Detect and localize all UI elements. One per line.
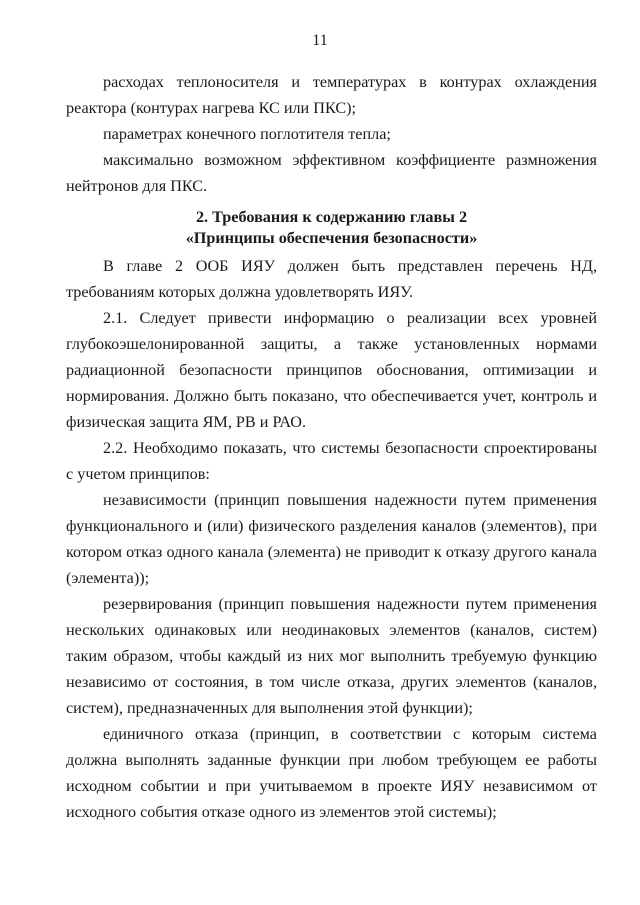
section-heading-title: 2. Требования к содержанию главы 2 [195, 208, 468, 226]
page-content [66, 69, 597, 825]
paragraph-coolant-flow: расходах теплоносителя и температурах в контурах охлаждения реактора (контурах нагрева КС или ПКС); [66, 73, 597, 117]
paragraph-redundancy: резервирования (принцип повышения надежности путем применения нескольких одинаковых или неодинаковых элементов (каналов, систем) таким образом, чтобы каждый из них мог выполнить требуемую функцию независимо от состояния, в том числе отказа, других элементов (каналов, систем), предназначенных для выполнения этой функции); [66, 595, 597, 717]
paragraph-independence: независимости (принцип повышения надежности путем применения функционального и (или) физического разделения каналов (элементов), при котором отказ одного канала (элемента) не приводит к отказу другого канала (элемента)); [66, 491, 597, 587]
paragraph-heat-sink: параметрах конечного поглотителя тепла; [103, 125, 391, 143]
section-heading-subtitle: «Принципы обеспечения безопасности» [185, 229, 478, 247]
paragraph-nd-list: В главе 2 ООБ ИЯУ должен быть представлен перечень НД, требованиям которых должна удовлетворять ИЯУ. [66, 257, 597, 301]
section-heading [66, 207, 597, 249]
page-number: 11 [312, 32, 328, 49]
paragraph-multiplication-factor: максимально возможном эффективном коэффициенте размножения нейтронов для ПКС. [66, 151, 597, 195]
paragraph-2-2: 2.2. Необходимо показать, что системы безопасности спроектированы с учетом принципов: [66, 439, 597, 483]
paragraph-single-failure: единичного отказа (принцип, в соответствии с которым система должна выполнять заданные функции при любом требующем ее работы исходном событии и при учитываемом в проекте ИЯУ независимом от исходного события отказе одного из элементов этой системы); [66, 725, 597, 821]
paragraph-2-1: 2.1. Следует привести информацию о реализации всех уровней глубокоэшелонированной защиты, а также установленных нормами радиационной безопасности принципов обоснования, оптимизации и нормирования. Должно быть показано, что обеспечивается учет, контроль и физическая защита ЯМ, РВ и РАО. [66, 309, 597, 431]
